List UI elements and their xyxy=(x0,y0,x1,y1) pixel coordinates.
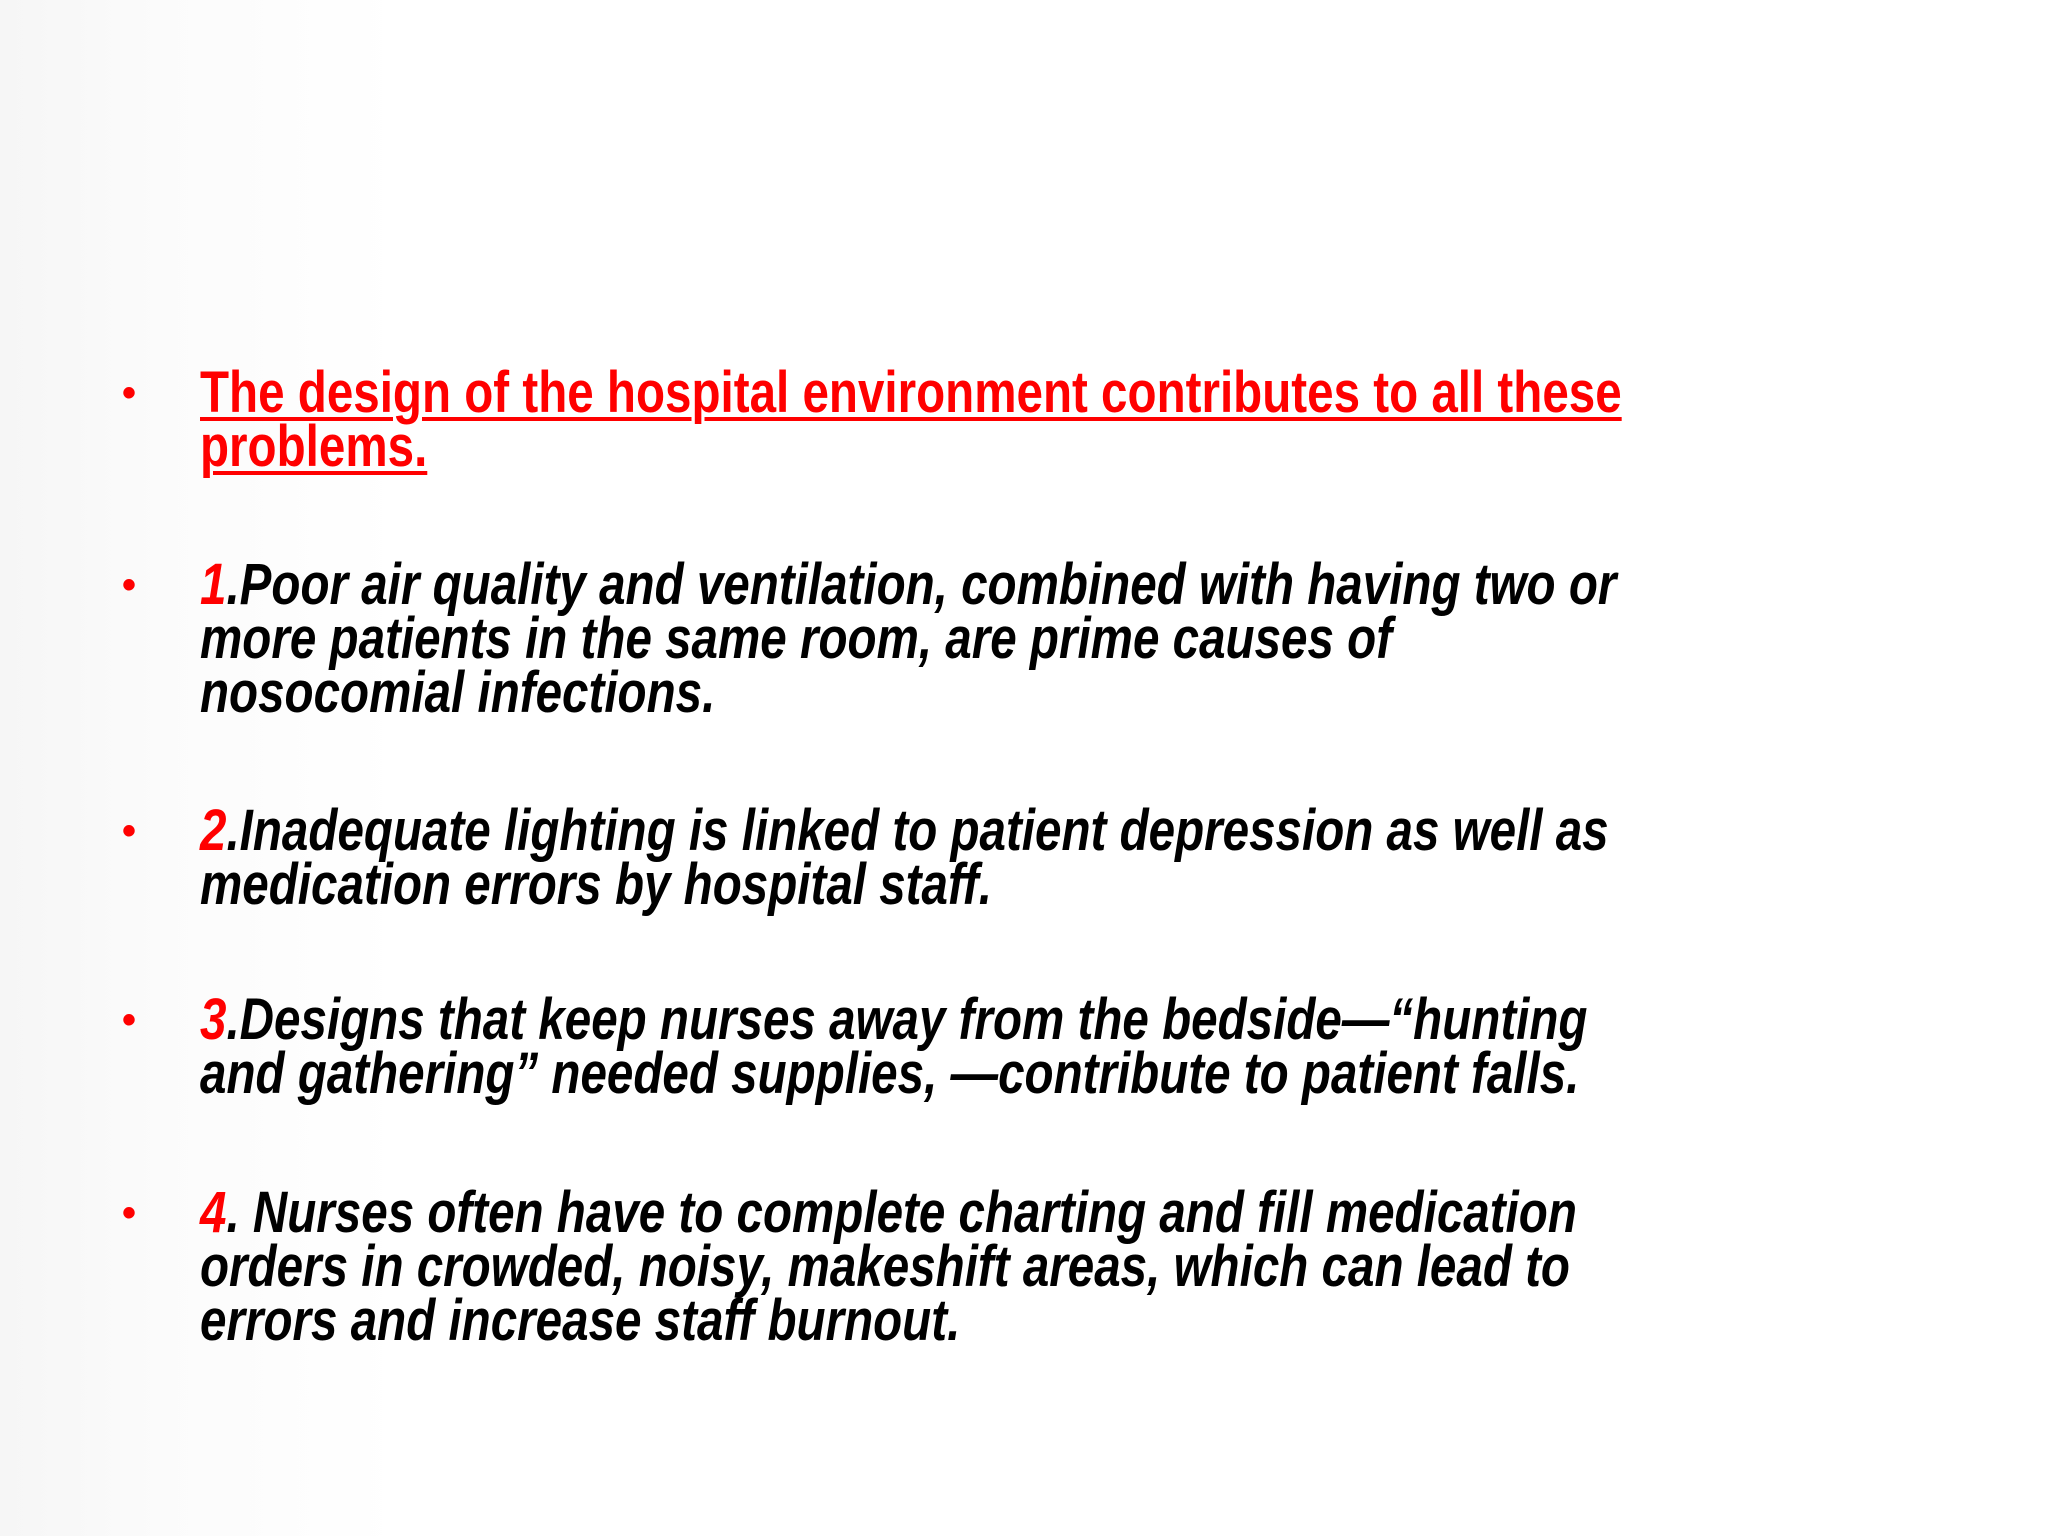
bullet-marker: • xyxy=(122,1191,137,1235)
item-number: 1 xyxy=(200,552,227,617)
item-text: .Poor air quality and ventilation, combined with having two or xyxy=(226,552,1617,617)
item-text: .Inadequate lighting is linked to patient depression as well as xyxy=(226,798,1609,863)
bullet-marker: • xyxy=(122,998,137,1042)
item-text: . Nurses often have to complete charting and fill medication xyxy=(226,1180,1577,1245)
bullet-marker: • xyxy=(122,809,137,853)
heading-line: The design of the hospital environment contributes to all these xyxy=(200,360,1622,425)
heading-line: problems. xyxy=(200,414,428,479)
bullet-marker: • xyxy=(122,371,137,415)
item-line: errors and increase staff burnout. xyxy=(200,1288,961,1353)
item-line: nosocomial infections. xyxy=(200,660,716,725)
item-text: .Designs that keep nurses away from the bedside—“hunting xyxy=(226,987,1588,1052)
item-number: 3 xyxy=(200,987,227,1052)
item-line: more patients in the same room, are prime causes of xyxy=(200,606,1393,671)
item-line xyxy=(200,552,1617,617)
item-line: and gathering” needed supplies, —contribute to patient falls. xyxy=(200,1041,1580,1106)
item-line: orders in crowded, noisy, makeshift areas, which can lead to xyxy=(200,1234,1570,1299)
item-number: 4 xyxy=(200,1180,227,1245)
bullet-marker: • xyxy=(122,563,137,607)
item-line xyxy=(200,798,1609,863)
item-line: medication errors by hospital staff. xyxy=(200,852,992,917)
item-line xyxy=(200,987,1588,1052)
item-line xyxy=(200,1180,1577,1245)
item-number: 2 xyxy=(200,798,227,863)
